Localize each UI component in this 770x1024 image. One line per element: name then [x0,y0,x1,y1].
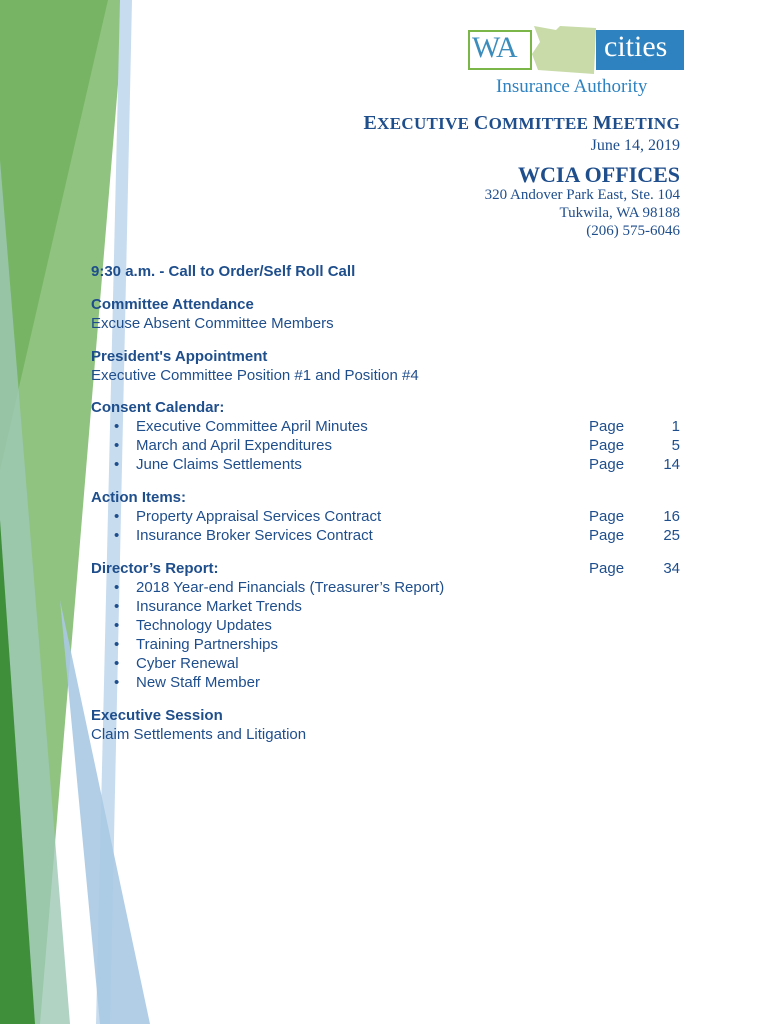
consent-item-label: March and April Expenditures [136,437,332,454]
page-number: 25 [663,527,680,544]
page-label: Page [589,527,625,544]
call-to-order: 9:30 a.m. - Call to Order/Self Roll Call [91,263,356,280]
attendance-heading: Committee Attendance [91,296,254,313]
bullet-icon: • [114,617,120,634]
session-text: Claim Settlements and Litigation [91,726,307,743]
consent-item-label: June Claims Settlements [136,456,302,473]
bullet-icon: • [114,456,120,473]
action-item-label: Insurance Broker Services Contract [136,527,373,544]
director-item-label: Training Partnerships [136,636,279,653]
meeting-location: WCIA OFFICES [518,162,680,187]
address-line-1: 320 Andover Park East, Ste. 104 [484,187,680,203]
address-line-2: Tukwila, WA 98188 [559,205,680,221]
bullet-icon: • [114,636,120,653]
bullet-icon: • [114,418,120,435]
phone-number: (206) 575-6046 [586,223,680,239]
meeting-title: EXECUTIVE COMMITTEE MEETING [363,112,680,134]
logo-cities-text: cities [604,30,668,63]
logo-wa-text: WA [472,31,517,64]
page-number: 14 [663,456,680,473]
bullet-icon: • [114,579,120,596]
wacities-logo [468,22,684,100]
action-item-label: Property Appraisal Services Contract [136,508,382,525]
meeting-date: June 14, 2019 [590,137,680,154]
appointment-text: Executive Committee Position #1 and Position #4 [91,367,419,384]
action-heading: Action Items: [91,489,187,506]
attendance-text: Excuse Absent Committee Members [91,315,334,332]
page-label: Page [589,418,625,435]
page-label: Page [589,560,625,577]
bullet-icon: • [114,655,120,672]
director-item-label: Cyber Renewal [136,655,239,672]
director-heading: Director’s Report: [91,560,219,577]
washington-state-shape [530,24,600,76]
director-item-label: Insurance Market Trends [136,598,302,615]
appointment-heading: President's Appointment [91,348,268,365]
director-item-label: Technology Updates [136,617,272,634]
consent-item-label: Executive Committee April Minutes [136,418,368,435]
page-number: 16 [663,508,680,525]
logo-subtitle: Insurance Authority [496,76,648,97]
bullet-icon: • [114,437,120,454]
page-label: Page [589,456,625,473]
session-heading: Executive Session [91,707,223,724]
director-item-label: 2018 Year-end Financials (Treasurer’s Report) [136,579,445,596]
bullet-icon: • [114,674,120,691]
bullet-icon: • [114,527,120,544]
page-label: Page [589,437,625,454]
page-number: 1 [671,418,680,435]
consent-heading: Consent Calendar: [91,399,225,416]
decorative-ribbon [0,0,150,1024]
bullet-icon: • [114,508,120,525]
page-number: 34 [663,560,680,577]
director-item-label: New Staff Member [136,674,260,691]
page-number: 5 [671,437,680,454]
bullet-icon: • [114,598,120,615]
page-label: Page [589,508,625,525]
